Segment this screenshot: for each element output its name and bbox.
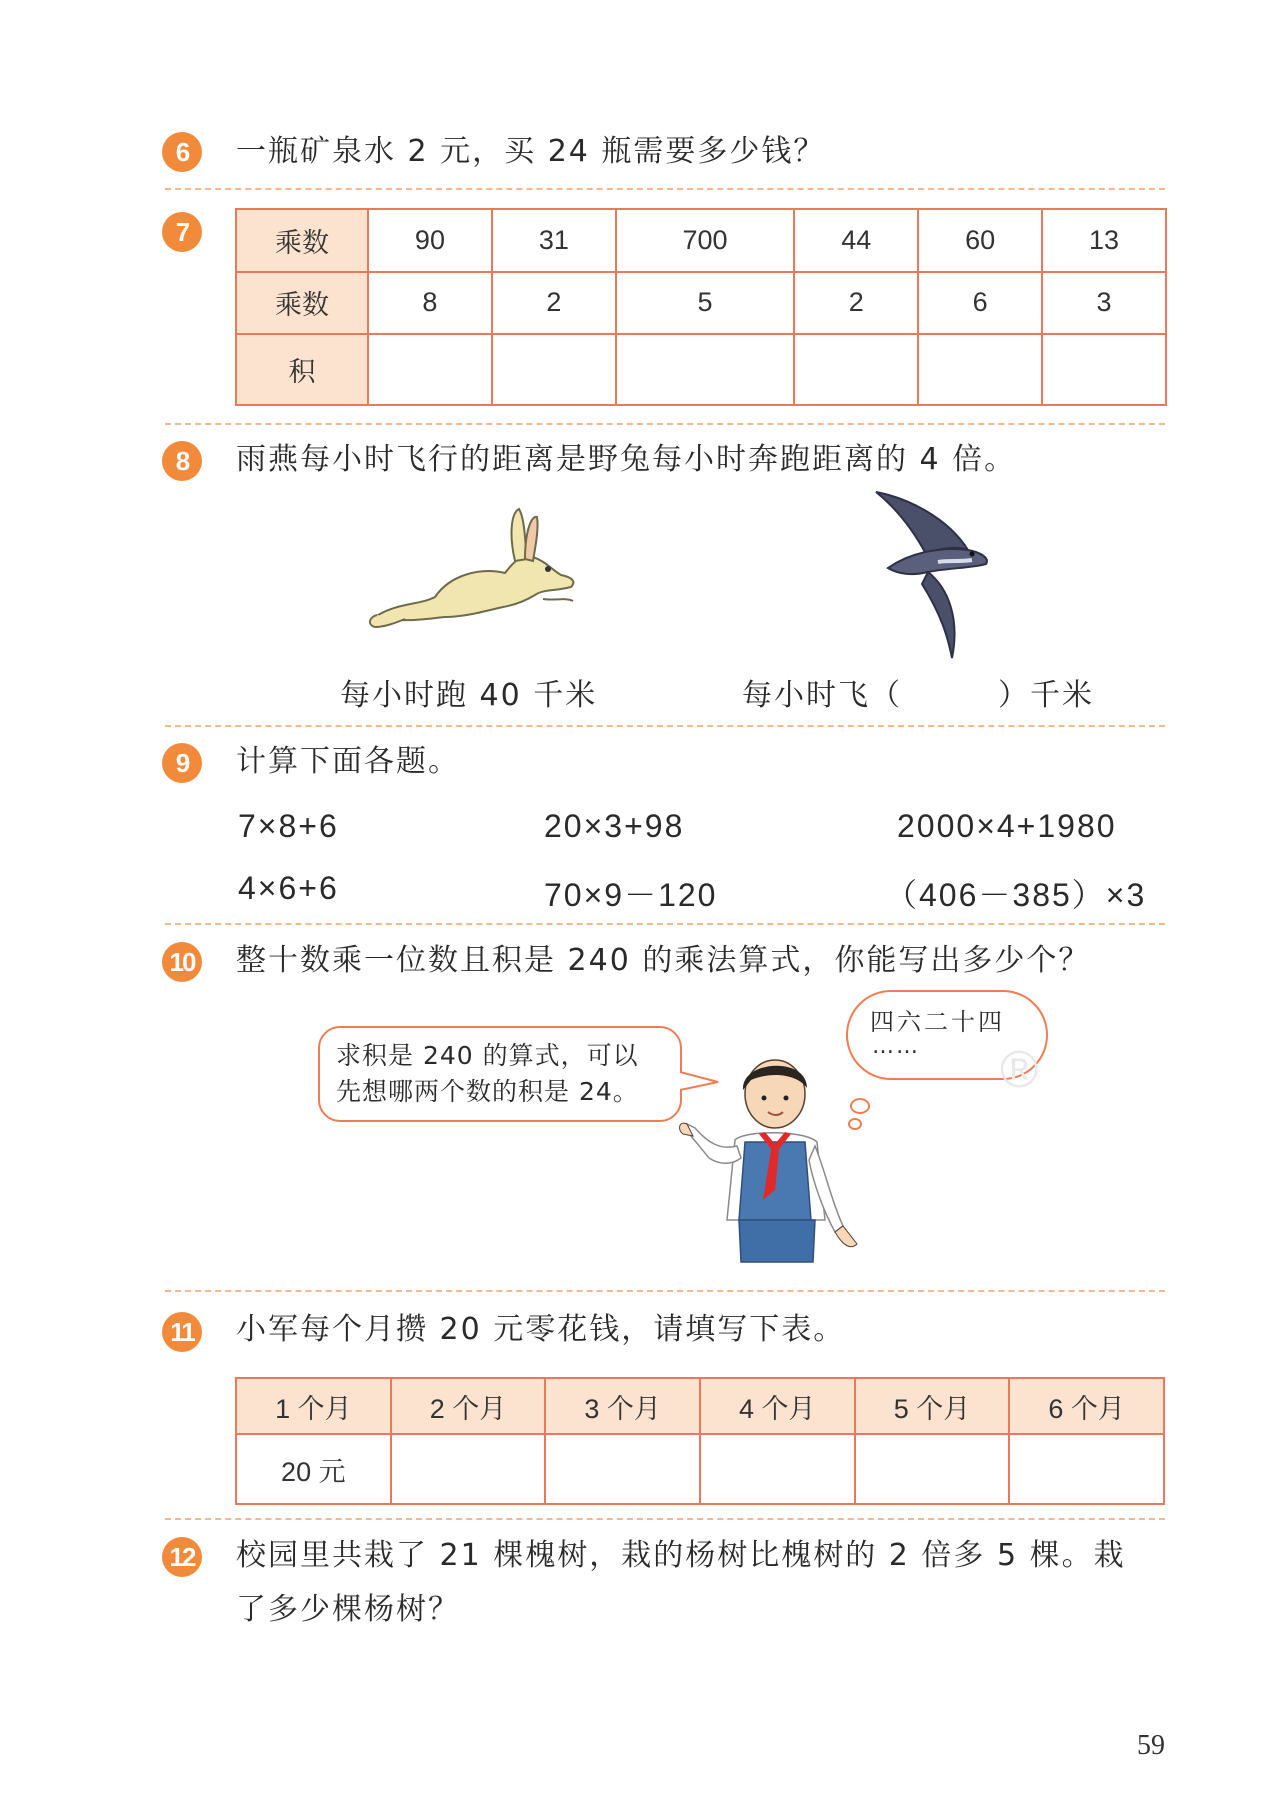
row-label-factor1: 乘数 [236, 209, 368, 272]
rabbit-speed-caption: 每小时跑 40 千米 [340, 678, 598, 713]
divider [165, 1290, 1165, 1292]
factor1-cell: 90 [368, 209, 492, 272]
expression: 2000×4+1980 [897, 808, 1117, 844]
question-12-line-1: 校园里共栽了 21 棵槐树，栽的杨树比槐树的 2 倍多 5 棵。栽 [236, 1538, 1126, 1573]
factor2-cell: 5 [616, 272, 795, 335]
product-answer-cell[interactable] [1042, 334, 1166, 405]
speech-bubble [318, 1026, 682, 1122]
thought-bubble-line: 四六二十四 [870, 1008, 1005, 1036]
divider [165, 725, 1165, 727]
factor2-cell: 8 [368, 272, 492, 335]
expression: 70×9－120 [544, 877, 718, 913]
amount-answer-cell[interactable] [391, 1434, 546, 1504]
question-12-line-2: 了多少棵杨树？ [236, 1592, 460, 1627]
question-number-12: 12 [162, 1537, 202, 1577]
row-label-factor2: 乘数 [236, 272, 368, 335]
question-10-text: 整十数乘一位数且积是 240 的乘法算式，你能写出多少个？ [236, 943, 1091, 978]
speech-bubble-line: 求积是 240 的算式，可以 [336, 1041, 639, 1070]
factor2-cell: 2 [492, 272, 616, 335]
product-answer-cell[interactable] [918, 334, 1042, 405]
speech-bubble-line: 先想哪两个数的积是 24。 [336, 1077, 639, 1106]
question-number-7: 7 [162, 212, 202, 252]
question-number-6: 6 [162, 132, 202, 172]
month-header: 3 个月 [545, 1378, 700, 1434]
divider [165, 923, 1165, 925]
factor1-cell: 60 [918, 209, 1042, 272]
question-11-text: 小军每个月攒 20 元零花钱，请填写下表。 [236, 1312, 846, 1347]
multiplication-table [235, 208, 1167, 406]
amount-answer-cell[interactable] [855, 1434, 1010, 1504]
question-9-text: 计算下面各题。 [236, 744, 460, 779]
page-number: 59 [1137, 1730, 1165, 1761]
factor2-cell: 3 [1042, 272, 1166, 335]
product-answer-cell[interactable] [616, 334, 795, 405]
swift-speed-caption: 每小时飞（ ）千米 [742, 678, 1094, 713]
factor1-cell: 13 [1042, 209, 1166, 272]
product-answer-cell[interactable] [794, 334, 918, 405]
product-answer-cell[interactable] [368, 334, 492, 405]
question-number-9: 9 [162, 743, 202, 783]
month-header: 1 个月 [236, 1378, 391, 1434]
month-header: 6 个月 [1009, 1378, 1164, 1434]
question-8-text: 雨燕每小时飞行的距离是野兔每小时奔跑距离的 4 倍。 [236, 442, 1017, 477]
expression: 7×8+6 [238, 808, 339, 844]
expression: 20×3+98 [544, 808, 685, 844]
factor1-cell: 700 [616, 209, 795, 272]
student-illustration [675, 1050, 865, 1265]
row-label-product: 积 [236, 334, 368, 405]
rabbit-illustration [365, 505, 580, 635]
divider [165, 423, 1165, 425]
month-header: 4 个月 [700, 1378, 855, 1434]
factor2-cell: 6 [918, 272, 1042, 335]
question-6-text: 一瓶矿泉水 2 元，买 24 瓶需要多少钱？ [236, 134, 826, 169]
amount-answer-cell[interactable] [545, 1434, 700, 1504]
question-number-11: 11 [162, 1312, 202, 1352]
amount-answer-cell[interactable] [1009, 1434, 1164, 1504]
factor1-cell: 44 [794, 209, 918, 272]
product-answer-cell[interactable] [492, 334, 616, 405]
watermark-registered-mark: ® [1000, 1041, 1039, 1099]
expression: （406－385）×3 [885, 877, 1147, 913]
expression: 4×6+6 [238, 870, 339, 906]
factor2-cell: 2 [794, 272, 918, 335]
savings-table [235, 1377, 1165, 1505]
swift-illustration [868, 488, 993, 663]
month-header: 5 个月 [855, 1378, 1010, 1434]
month-header: 2 个月 [391, 1378, 546, 1434]
question-number-10: 10 [162, 942, 202, 982]
factor1-cell: 31 [492, 209, 616, 272]
amount-cell: 20 元 [236, 1434, 391, 1504]
amount-answer-cell[interactable] [700, 1434, 855, 1504]
question-number-8: 8 [162, 441, 202, 481]
divider [165, 188, 1165, 190]
thought-bubble-line: …… [872, 1034, 920, 1059]
divider [165, 1518, 1165, 1520]
